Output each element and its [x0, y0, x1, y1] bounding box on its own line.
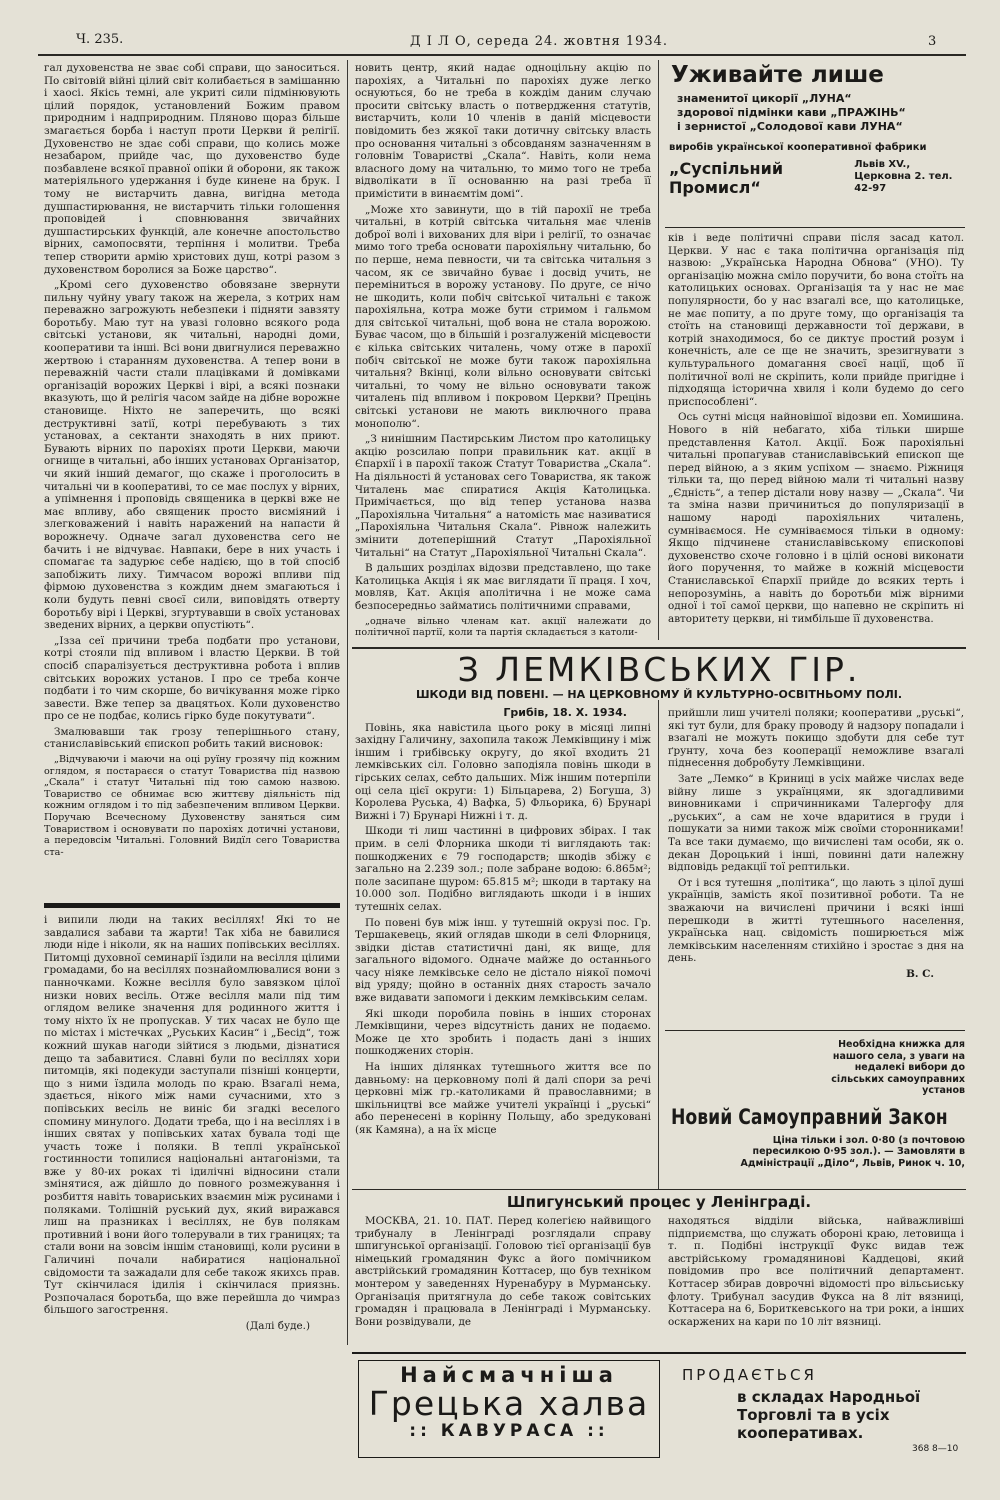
header-rule [38, 54, 966, 56]
feuilleton-column [44, 914, 340, 1464]
paragraph: По повені був між інш. у тутешній окрузі пос. Гр. Тершакевець, який оглядав шкоди в селі Флорниця, звідки дістав статистичні дані, як вище, для загального відомого. Одначе майже до останнього часу ніяке лемківське село не дістало ніякої помочі від уряду; щойно в останніх днях старость зачало вже видавати запомоги і декким лемківським селам. [355, 916, 651, 1005]
halva-ad-line2: Грецька халва [368, 1384, 650, 1423]
paragraph: Повінь, яка навістила цього року в місяці липні західну Галичину, захопила також Лемківщину і між іншим і грибівську округу, до якої входить 21 лемківських сіл. Головно заподіяла повінь шкоди в гірських селах, себто дальших. Між іншим потерпіли оці села цієї округи: 1) Більцарева, 2) Богуша, 3) Королева Руська, 4) Вафка, 5) Фльорика, 6) Брунарі Вижні і 7) Брунарі Нижні і т. д. [355, 721, 651, 822]
paragraph: „Ізза сеї причини треба подбати про установи, котрі стояли під впливом і властю Церкви. В той спосіб спаралізується деструктивна робота і вплив світських ворожих установ. І про се треба конче подбати і то чим скорше, бо вичікування може гірко завести. Вже тепер за двацятьох. Коли духовенство про се не подбає, колись гірко буде покутувати“. [44, 634, 340, 723]
book-ad-price: Ціна тільки і зол. 0·80 (з почтовою пересилкою 0·95 зол.). — Замовляти в Адміністрації „Ділo“, Львів, Ринок ч. 10, [740, 1134, 965, 1169]
halva-ad-line3: :: КАВУРАСА :: [409, 1421, 609, 1441]
lemko-subheadline: ШКОДИ ВІД ПОВЕНІ. — НА ЦЕРКОВНОМУ Й КУЛЬТУРНО-ОСВІТНЬОМУ ПОЛІ. [415, 688, 903, 701]
halva-ad-line1: Найсмачніша [400, 1363, 618, 1387]
paragraph: Змалювавши так грозу теперішнього стану, станиславівський єпископ робить такий висновок: [44, 725, 340, 751]
lemko-signature: В. С. [906, 967, 934, 980]
paragraph: прийшли лиш учителі поляки; кооперативи „руські“, які тут були, для браку проводу й надзору попадали і взагалі не можуть покищо здобути для себе тут ґрунту, хоча без кооперації неможливе взагалі піднесення добробуту Лемківщини. [668, 707, 964, 770]
ad-title: Уживайте лише [671, 62, 884, 88]
cikoria-ad [665, 62, 965, 228]
paragraph: і випили люди на таких весіллях! Які то не завдалися забави та жарти! Так хіба не бавилися люди ніде і ніколи, як на наших попівських весіллях. Питомці духовної семинарії їздили на весілля цілими громадами, бо на весіллях познайомлювалися вони з панночками. Кожне весілля було завязком цілої низки нових весіль. Отже весілля мали під тим оглядом велике значення для родинного життя і тому ніхто їх не пропускав. У тих часах не було ще по містах і містечках „Руських Касин“ і „Бесід“, тож кожний шукав нагоди зійтися з людьми, дізнатися дещо та забавитися. Славні були по весіллях хори питомців, які подекуди заступали пізніші концерти, що з ними їздила молодь по краю. Взагалі нема, здається, нікого між нами сучасними, хто з попівських весіль не виніс би згадкі веселого спомину минулого. Додати треба, що і на весіллях і в інших святах у попівських хатах бувала тоді ще участь тоже і поляки. В теплі української гостинности топилися національні антагонізми, та вже у 80-их роках ті ідилічні відносини стали змінятися, аж дійшло до повного розмежування і розбиття навіть товариських взаємин між русинами і поляками. Толішній руський дух, який виражався лиш на празниках і весіллях, не був полякам противний і вони його толерували в тих границях; та стали вони на зовсім іншім становищі, коли русини в Галичині почали набиратися національної свідомости та зажадали для себе також якихсь прав. Тут скінчилася ідилія і скінчилася приязнь. Розпочалася боротьба, що вже перейшла до чимраз більшого загострення. [44, 914, 340, 1317]
section-rule [352, 1189, 966, 1190]
paragraph: МОСКВА, 21. 10. ПАТ. Перед колегією найвищого трибуналу в Ленінграді розглядали справу шпигунської організації. Головою тієї організації був німецький громадянин Фукс а його помічником австрійський громадянин Коттасер, що був техніком монтером у заведеннях Нуренабуру в Мурманську. Організація притягнула до себе також совітських громадян і працювала в Ленінграді і Мурманську. Вони розвідували, де [355, 1215, 651, 1328]
paragraph: новить центр, який надає одноцільну акцію по парохіях, а Читальні по парохіях дуже легко оснуються, бо не треба в кождім даним случаю просити світську власть о потвердження статутів, вистарчить, коли 10 членів в даній місцевости повідомить без жякої таки дотичну світську власть про основання читальні з обсовданям зазначенням в головнім Товаристві „Скала“. Навіть, коли нема власного дому на читальню, то мимо того не треба відволікати в її основанню на разі треба її примістити в винаємтім домі“. [355, 62, 651, 200]
paragraph: На інших ділянках тутешнього життя все по давньому: на церковному полі й далі спори за речі церковні між гр.-католиками й православними; в шкільництві все майже учителі українці і „руські“ або перенесені в корінну Польщу, або зредуковані (як Камяна), а на їх місце [355, 1061, 651, 1136]
section-rule [352, 647, 966, 649]
column-divider [658, 700, 659, 1190]
ad-city: Львів XV., [854, 159, 911, 170]
page-number: 3 [928, 34, 937, 49]
quote-paragraph: „Відчуваючи і маючи на оці руїну грозячу під кожним оглядом, я постараєся о статут Товариства під назвою „Скала“ і статут Читальні під тою самою назвою. Товариство се обнимає всю життєву діяльність під кожним оглядом і то під забезпеченим впливом Церкви. Поручаю Всечесному Духовенству заняться сим Товариством і основувати по парохіях дотичні установи, а передовсім Читальні. Головний Видїл сего Товариства ста- [44, 754, 340, 858]
book-ad-description: Необхідна книжка для нашого села, з уваги на недалекі вибори до сільських самоуправних установ [831, 1039, 965, 1096]
paragraph: гал духовенства не зває собі справи, що заноситься. По світовій війні цілий світ колибається в замішанню і хаосі. Якісь темні, але укриті сили підмінювують цілий порядок, установлений Божим правом природним і надприродним. Пляново щораз більше змагається борба і наступ проти Церкви й релігії. Духовенство не здає собі справи, що колись може незабаром, прийде час, що духовенство буде позбавлене всякої правної опіки й оборони, як також матеріяльного удержання і буде кинене на брук. І тому не вистарчить давна, вигідна метода душпастирювання, не вистарчить тільки голошення проповідей і сповнювання звичайних душпастирських функцій, але конечне апостольство вірних, самопосвяти, терпіння і молитви. Треба тепер створити армію христових душ, котрі разом з духовенством боролися за Боже царство“. [44, 62, 340, 276]
paragraph: Які шкоди поробила повінь в інших сторонах Лемківщини, через відсутність даних не подаємо. Може це хто зробить і подасть дані з інших пошкоджених сторін. [355, 1007, 651, 1058]
ad-line: і зернистої „Солодової кави ЛУНА“ [677, 120, 903, 133]
ad-line: знаменитої цикорії „ЛУНА“ [677, 92, 852, 105]
lemko-headline: З ЛЕМКІВСЬКИХ ГІР. [457, 650, 861, 689]
paragraph: „З нинішним Пастирським Листом про католицьку акцію розсилаю попри правильник кат. акції в Єпархії і в парохії також Статут Товариства „Скала“. На діяльності й установах сего Товариства, як також Читалень має спиратися Акція Католицька. Примічається, що від тепер установа назва „Парохіяльна Читальня“ а натомість має називатися „Парохіяльна Читальня Скала“. Рівнож належить змінити дотеперішний Статут „Парохіяльної Читальні“ на Статут „Парохіяльної Читальні Скала“. [355, 433, 651, 559]
paragraph: В дальших розділах відозви представлено, що таке Католицька Акція і як має виглядати її праця. І хоч, мовляв, Кат. Акція аполітична і не може сама безпосередньо займатись політичними справами, [355, 562, 651, 612]
paragraph: „Кромі сего духовенство обовязане звернути пильну чуйну увагу також на жерела, з котрих нам переважно загрожують небезпеки і підняти завзяту боротьбу. Маю тут на увазі головно всякого рода світські установи, як читальні, народні доми, кооперативи та інші. Всі вони двигнулися переважно жертвою і старанням духовенства. А тепер вони в переважній части стали плацівками й домівками організацій ворожих Церкві і вірі, а всякі познаки вказують, що й релігія часом зайде на дібне ворожне становище. Ніхто не заперечить, що всякі деструктивні затії, котрі перебувають з тих установах, а сектанти знаходять в них приют. Бувають вірних по парохіях проти Церкви, маючи огнище в читальні, або інших установах Організатор, чи який інший демагог, що скаже і проголосить в читальні чи в кооперативі, то се має послух у вірних, а упімнення і проповідь священика в церкві вже не має впливу, або священик просто висміяний і злегковажений і навіть наражений на напасти й ворожнечу. Одначе загал духовенства сего не бачить і не відчуває. Навпаки, бере в них участь і спомагає та задурює себе надією, що в той спосіб запобіжить лиху. Тимчасом ворожі впливи під фірмою духовенства з кождим днем змагаються і коли будуть певні своєї сили, виповідять отверту боротьбу вірі і Церкві, згуртувавши в своїх установах зведених вірних, а церкви опустіють“. [44, 279, 340, 632]
paragraph: Зате „Лемко“ в Криниці в усіх майже числах веде війну лише з українцями, як здогадливими виновниками і спричинниками Талергофу для „руських“, а сам не хоче вдаритися в груди і пошукати за ними також між своїми сторонниками! Та все таки думаємо, що вичислені там особи, як о. декан Дороцький і інші, повинні дати належну відповідь редакції тої рептильки. [668, 772, 964, 874]
paragraph: От і вся тутешня „політика“, що лають з цілої душі українців, замість якої позитивної роботи. Та не зважаючи на вичислені причини і всякі інші перешкоди в житті тутешнього населення, українська нац. свідомість поширюється між лемківським населенням стихійно і зростає з дня на день. [668, 876, 964, 965]
section-rule [44, 903, 340, 908]
halva-ad-box [358, 1360, 660, 1458]
ad-address: Церковна 2. тел. 42-97 [854, 171, 953, 194]
lemko-column-left [355, 707, 651, 1169]
spy-column-right [668, 1215, 964, 1345]
continued-note: (Далі буде.) [245, 1320, 310, 1332]
paragraph: Шкоди ті лиш частинні в цифрових збірах. І так прим. в селі Флорника шкоди ті виглядають так: пошкоджених є 79 господарств; шкодів збіжу є загально на 2.239 зол.; поле забране водою: 6.865м²; поле засипане щуром: 65.815 м²; шкоди в тартаку на 10.000 зол. Подібно виглядають шкоди і в інших тутешніх селах. [355, 825, 651, 913]
column-divider [658, 60, 659, 640]
paragraph: находяться відділи війська, найважливіші підприємства, що служать обороні краю, летовища і т. п. Подібні інструкції Фукс видав теж австрійському громадянинові Каддецові, який повідомив про все політичний департамент. Коттасер збирав доврочні відомості про вільсьиську флоту. Трибунал засудив Фукса на 8 літ вязниці, Коттасера на 6, Бориткевського на три роки, а інших оскаржених на кари по 10 літ вязниці. [668, 1215, 964, 1328]
article-column-3 [668, 232, 964, 642]
paragraph: „Може хто завинути, що в тій парохії не треба читальні, в котрій світська читальня має членів доброї волі і вихованих для віри і релігії, то означає мимо того треба основати парохіяльну читальню, бо по перше, нема певности, чи та світська читальня з часом, як се звичайно буває і досвід учить, не переміниться в ворожу установу. По друге, се нічо не шкодить, коли побіч світської читальні є також парохіяльна, котра може бути стримом і гальмом для світської читальні, щоб вона не стала ворожою. Буває часом, що в більшій і розгалуженій місцевости є кілька світських читалень, чому отже в парохії побіч світської не може бути також парохіяльна читальня? Вкінці, коли вільно основувати світські читальні, то чому не вільно основувати також читалень під впливом і покровом Церкви? Прецінь світські установи не мають виключного права монополю“. [355, 203, 651, 430]
book-ad-title: Новий Самоуправний Закон [671, 1104, 948, 1129]
ad-company-name: „Суспільний Промисл“ [669, 159, 784, 197]
lemko-column-right [668, 707, 964, 1025]
lemko-dateline: Грибів, 18. X. 1934. [503, 706, 627, 719]
halva-sold-text: в складах Народньої Торговлі та в усіх кооперативах. [737, 1388, 921, 1442]
halva-ad [352, 1352, 966, 1462]
spy-column-left [355, 1215, 651, 1345]
article-column-2 [355, 62, 651, 644]
book-ad [665, 1030, 965, 1181]
spy-headline: Шпигунський процес у Ленінграді. [506, 1193, 812, 1211]
article-column-1 [44, 62, 340, 858]
ad-fabric-line: виробів української кооперативної фабрики [669, 142, 927, 153]
masthead-title: Д І Л О, середа 24. жовтня 1934. [410, 34, 669, 49]
quote-paragraph: „одначе вільно членам кат. акції належати до політичної партії, коли та партія складається з католи- [355, 615, 651, 639]
ad-line: здорової підмінки кави „ПРАЖІНЬ“ [677, 106, 906, 119]
ad-number: 368 8—10 [912, 1444, 959, 1454]
issue-number: Ч. 235. [76, 32, 124, 47]
halva-sold-title: ПРОДАЄТЬСЯ [682, 1366, 817, 1384]
paragraph: Ось сутні місця найновішої відозви еп. Хомишина. Нового в ній небагато, хіба тільки ширше представлення Катол. Акції. Бож парохіяльні читальні пропагував станиславівський епископ ще перед війною, а з яким успіхом — знаємо. Ріжниця тільки та, що перед війною мали ті читальні назву „Єдність“, а тепер дістали нову назву — „Скала“. Чи та зміна назви причиниться до популяризації в нашому народі парохіяльних читалень, сумніваємося. Не сумніваємося тільки в одному: Якщо підчинене станиславівському єпископові духовенство схоче головно і в цілій основі виконати його поручення, то майже в кожній місцевости Станиславської Єпархії прийде до всяких терть і непорозумінь, а навіть до боротьби між вірними одної і тої самої церкви, що напевно не скріпить ні авторитету церкви, ні тимбільше її духовенства. [668, 411, 964, 625]
column-divider [347, 60, 348, 1345]
paragraph: ків і веде політичні справи після засад катол. Церкви. У нас є така політична організація під назвою: „Українська Народна Обнова“ (УНО). Ту організацію можна сміло поручити, бо вона стоїть на католицьких основах. Організація та у нас не має популярности, бо у нас взагалі все, що католицьке, не має попиту, а по друге тому, що організація та стоїть на становищі державности тої держави, в котрій знаходимося, бо се диктує простий розум і конечність, але се ще не значить, зрезигнувати з культурального домагання своєї нації, щоб її політичної волі не скріпить, коли прийде пригідне і підходяща історична хвиля і коли будемо до сего приспособлені“. [668, 232, 964, 408]
